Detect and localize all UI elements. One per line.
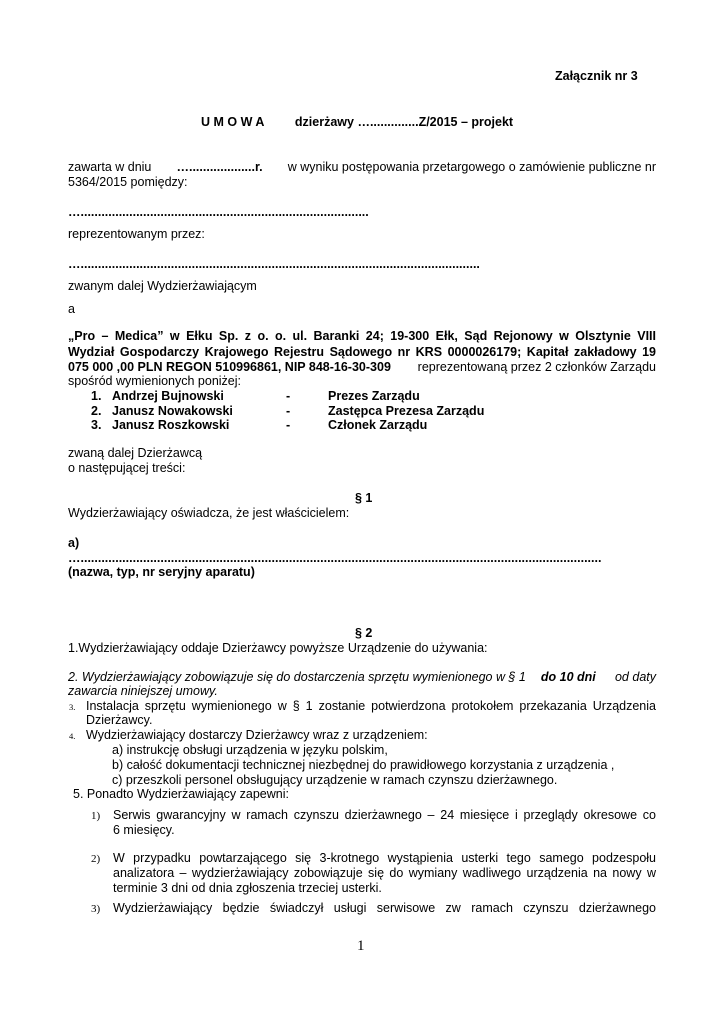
company-representation: reprezentowaną przez 2 członków Zarządu [417,360,656,374]
attachment-label: Załącznik nr 3 [555,69,638,83]
intro-date-label: zawarta w dniu [68,160,152,174]
company-line-2: Wydział Gospodarczy Krajowego Rejestru Sądowego nr KRS 0000026179; Kapitał zakładowy 19 [68,345,656,359]
intro-line-2: 5364/2015 pomiędzy: [68,175,188,189]
service-item-number: 3) [91,903,101,915]
board-member-dash: - [286,389,291,403]
device-placeholder: …...................................................................................................................................................... [68,551,602,565]
representative-placeholder: …................................................................................................................... [68,257,480,271]
board-member-number: 3. [91,418,102,432]
company-line-4: spośród wymienionych poniżej: [68,374,242,388]
service-item-line: 6 miesięcy. [113,823,175,837]
lessor-name-placeholder: …................................................................................... [68,205,369,219]
section-2-point-1: 1.Wydzierżawiający oddaje Dzierżawcy powyższe Urządzenie do używania: [68,641,488,655]
section-2-point-4-b: b) całość dokumentacji technicznej niezbędnej do prawidłowego korzystania z urządzenia , [112,758,615,772]
service-item-line: terminie 3 dni od dnia zgłoszenia trzeciej usterki. [113,881,382,895]
section-1-item-a: a) [68,536,80,550]
delivery-from-date: od daty [614,670,656,684]
contract-title [201,115,513,130]
section-1-heading: § 1 [355,491,373,505]
board-member-role: Prezes Zarządu [328,389,420,403]
service-item-line: W przypadku powtarzającego się 3-krotnego wystąpienia usterki tego samego podzespołu [113,851,656,865]
board-member-name: Janusz Roszkowski [112,418,230,432]
section-2-point-3-line-1: Instalacja sprzętu wymienionego w § 1 zostanie potwierdzona protokołem przekazania Urządzenia [86,699,656,713]
section-2-point-3-number: 3. [69,702,76,712]
represented-by-label: reprezentowanym przez: [68,227,205,241]
company-line-1: „Pro – Medica” w Ełku Sp. z o. o. ul. Baranki 24; 19-300 Ełk, Sąd Rejonowy w Olsztynie VIII [68,329,656,343]
intro-date-placeholder: …...................r. [176,160,263,174]
section-2-point-3-line-2: Dzierżawcy. [86,713,153,727]
board-member-dash: - [286,404,291,418]
service-item-line: Serwis gwarancyjny w ramach czynszu dzierżawnego – 24 miesięce i przeglądy okresowe co [113,808,656,822]
lessee-definition: zwaną dalej Dzierżawcą [68,446,203,460]
company-regon-nip: 075 000 ,00 PLN REGON 510996861, NIP 848-16-30-309 [68,360,391,374]
intro-tender-text: w wyniku postępowania przetargowego o zamówienie publiczne nr [287,160,656,174]
conjunction-a: a [68,302,75,316]
contents-intro: o następującej treści: [68,461,186,475]
board-member-role: Członek Zarządu [328,418,428,432]
section-1-text: Wydzierżawiający oświadcza, że jest właścicielem: [68,506,350,520]
section-2-heading: § 2 [355,626,373,640]
page-number: 1 [357,938,365,954]
section-2-point-2-line-1 [68,670,656,685]
section-2-point-4-number: 4. [69,731,76,741]
service-item-line: analizatora – wydzierżawiający zobowiązuje się do wymiany wadliwego urządzenia na nowy w [113,866,656,880]
intro-line-1 [68,160,656,175]
delivery-deadline: do 10 dni [540,670,596,684]
company-line-3 [68,360,656,375]
contract-title-rest: dzierżawy …..............Z/2015 – projekt [294,115,514,129]
delivery-text: 2. Wydzierżawiający zobowiązuje się do dostarczenia sprzętu wymienionego w § 1 [68,670,526,684]
section-2-point-2-line-2: zawarcia niniejszej umowy. [68,684,218,698]
section-2-point-4-c: c) przeszkoli personel obsługujący urządzenie w ramach czynszu dzierżawnego. [112,773,558,787]
service-item-number: 2) [91,853,101,865]
service-item-number: 1) [91,810,101,822]
board-member-dash: - [286,418,291,432]
board-member-role: Zastępca Prezesa Zarządu [328,404,485,418]
section-2-point-4: Wydzierżawiający dostarczy Dzierżawcy wraz z urządzeniem: [86,728,428,742]
board-member-name: Janusz Nowakowski [112,404,233,418]
board-member-number: 2. [91,404,102,418]
section-2-point-4-a: a) instrukcję obsługi urządzenia w języku polskim, [112,743,388,757]
device-caption: (nazwa, typ, nr seryjny aparatu) [68,565,255,579]
board-member-name: Andrzej Bujnowski [112,389,224,403]
service-item-line: Wydzierżawiający będzie świadczył usługi serwisowe zw ramach czynszu dzierżawnego [113,901,656,915]
lessor-definition: zwanym dalej Wydzierżawiającym [68,279,257,293]
section-2-point-5: 5. Ponadto Wydzierżawiający zapewni: [73,787,289,801]
board-member-number: 1. [91,389,102,403]
contract-title-umowa: U M O W A [201,115,264,129]
